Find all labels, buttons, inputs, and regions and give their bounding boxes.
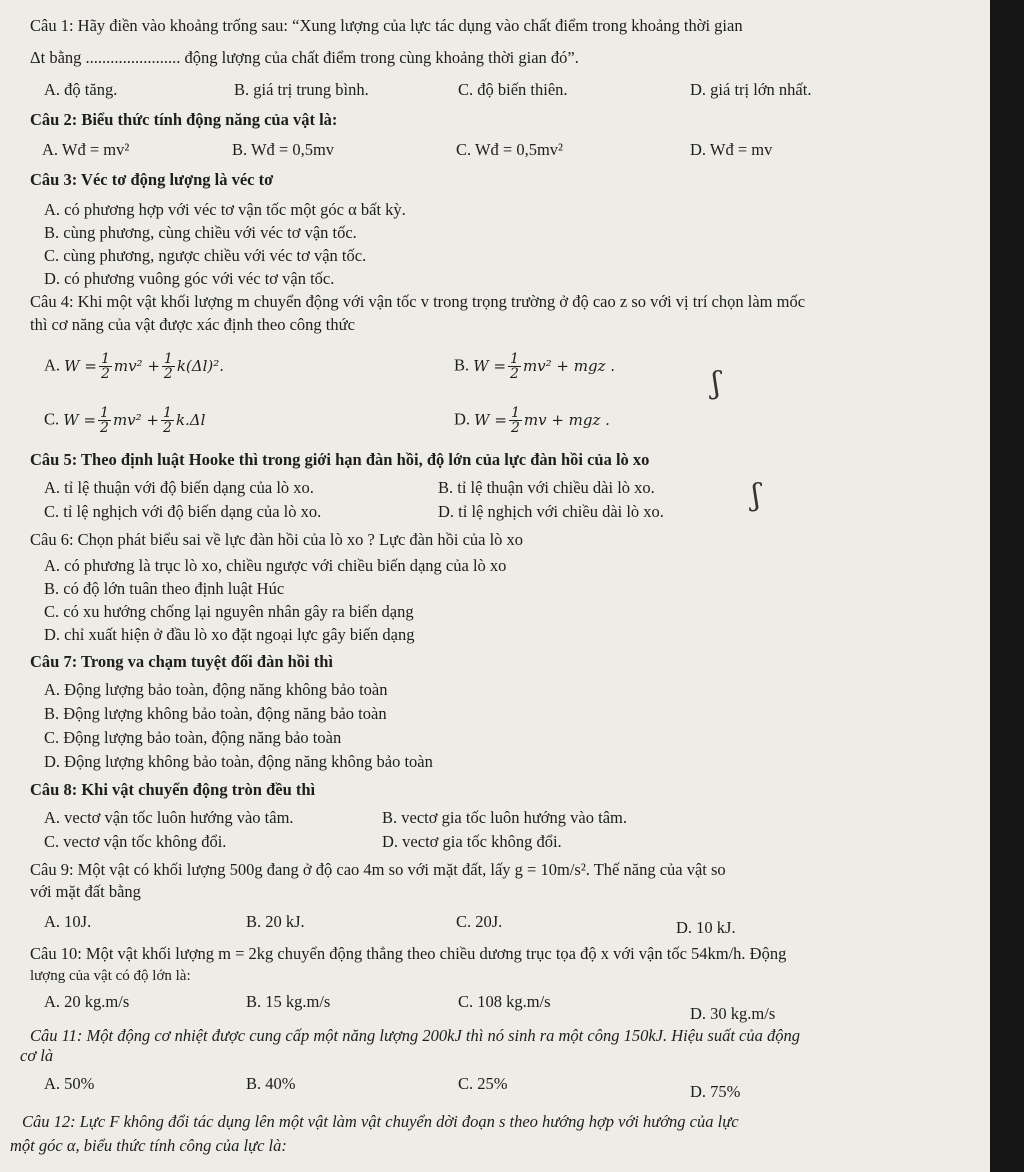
q9-option-d: D. 10 kJ. [676, 918, 736, 937]
q8-stem: Câu 8: Khi vật chuyển động tròn đều thì [30, 780, 316, 799]
q1-option-d: D. giá trị lớn nhất. [690, 80, 812, 99]
q6-stem: Câu 6: Chọn phát biểu sai về lực đàn hồi của lò xo ? Lực đàn hồi của lò xo [30, 530, 524, 549]
q10-stem-line2: lượng của vật có độ lớn là: [30, 968, 191, 984]
q11-option-d: D. 75% [690, 1082, 741, 1101]
q5-option-c: C. tỉ lệ nghịch với độ biến dạng của lò xo. [44, 502, 322, 521]
q4-option-c-formula: W = $\frac{1}{2}$ mv² + $\frac{1}{2}$ k.Δl [63, 405, 206, 436]
q4-option-b-formula: W = $\frac{1}{2}$ mv² + mgz . [473, 351, 616, 382]
q7-stem: Câu 7: Trong va chạm tuyệt đối đàn hồi thì [30, 652, 334, 671]
q9-stem-line2: với mặt đất bằng [30, 882, 141, 901]
q9-option-a: A. 10J. [44, 912, 92, 931]
q10-stem-line1: Câu 10: Một vật khối lượng m = 2kg chuyển động thẳng theo chiều dương trục tọa độ x với vận tốc 54km/h. Động [30, 944, 787, 963]
q4-option-c [44, 406, 205, 435]
q9-option-c: C. 20J. [456, 912, 503, 931]
q1-stem-line2: Δt bằng ....................... động lượng của chất điểm trong cùng khoảng thời gian đó”. [30, 48, 579, 67]
q2-option-b: B. Wđ = 0,5mv [232, 140, 335, 159]
q7-option-a: A. Động lượng bảo toàn, động năng không bảo toàn [44, 680, 388, 699]
q3-stem: Câu 3: Véc tơ động lượng là véc tơ [30, 170, 274, 189]
q5-option-d: D. tỉ lệ nghịch với chiều dài lò xo. [438, 502, 664, 521]
q4-option-d [454, 406, 610, 435]
q4-option-a-formula: W = $\frac{1}{2}$ mv² + $\frac{1}{2}$ k(Δl)². [64, 351, 225, 382]
q8-option-c: C. vectơ vận tốc không đổi. [44, 832, 227, 851]
q4-option-d-formula: W = $\frac{1}{2}$ mv + mgz . [474, 405, 610, 436]
q10-option-c: C. 108 kg.m/s [458, 992, 551, 1011]
q1-stem-line1: Câu 1: Hãy điền vào khoảng trống sau: “Xung lượng của lực tác dụng vào chất điểm trong khoảng thời gian [30, 16, 743, 35]
q6-option-b: B. có độ lớn tuân theo định luật Húc [44, 579, 285, 598]
q3-option-b: B. cùng phương, cùng chiều với véc tơ vận tốc. [44, 223, 357, 242]
q4-option-a-label: A. [44, 355, 61, 375]
q11-option-c: C. 25% [458, 1074, 508, 1093]
q3-option-d: D. có phương vuông góc với véc tơ vận tốc. [44, 269, 335, 288]
q4-stem-line1: Câu 4: Khi một vật khối lượng m chuyển động với vận tốc v trong trọng trường ở độ cao z so với vị trí chọn làm mốc [30, 292, 806, 311]
q3-option-c: C. cùng phương, ngược chiều với véc tơ vận tốc. [44, 246, 367, 265]
q12-stem-line1: Câu 12: Lực F không đổi tác dụng lên một vật làm vật chuyển dời đoạn s theo hướng hợp với hướng của lực [22, 1112, 739, 1131]
q7-option-d: D. Động lượng không bảo toàn, động năng không bảo toàn [44, 752, 433, 771]
q10-option-a: A. 20 kg.m/s [44, 992, 130, 1011]
q12-stem-line2: một góc α, biểu thức tính công của lực là: [10, 1136, 287, 1155]
q5-stem: Câu 5: Theo định luật Hooke thì trong giới hạn đàn hồi, độ lớn của lực đàn hồi của lò xo [30, 450, 650, 469]
q5-option-b: B. tỉ lệ thuận với chiều dài lò xo. [438, 478, 655, 497]
q4-option-d-label: D. [454, 409, 471, 429]
q9-stem-line1: Câu 9: Một vật có khối lượng 500g đang ở độ cao 4m so với mặt đất, lấy g = 10m/s². Thế năng của vật so [30, 860, 726, 879]
q8-option-b: B. vectơ gia tốc luôn hướng vào tâm. [382, 808, 627, 827]
q11-stem-line1: Câu 11: Một động cơ nhiệt được cung cấp một năng lượng 200kJ thì nó sinh ra một công 150kJ. Hiệu suất của động [30, 1026, 801, 1045]
q1-option-b: B. giá trị trung bình. [234, 80, 369, 99]
q10-option-b: B. 15 kg.m/s [246, 992, 331, 1011]
q9-option-b: B. 20 kJ. [246, 912, 305, 931]
q1-option-c: C. độ biến thiên. [458, 80, 568, 99]
q11-option-a: A. 50% [44, 1074, 95, 1093]
q7-option-b: B. Động lượng không bảo toàn, động năng bảo toàn [44, 704, 387, 723]
dark-border [990, 0, 1024, 1172]
q10-option-d: D. 30 kg.m/s [690, 1004, 776, 1023]
q4-option-b-label: B. [454, 355, 470, 375]
q1-option-a: A. độ tăng. [44, 80, 118, 99]
q4-stem-line2: thì cơ năng của vật được xác định theo công thức [30, 315, 355, 334]
pen-mark: ʃ [752, 478, 761, 513]
pen-mark: ʃ [712, 366, 721, 401]
q2-option-a: A. Wđ = mv² [42, 140, 130, 159]
q8-option-d: D. vectơ gia tốc không đổi. [382, 832, 562, 851]
q4-option-a [44, 352, 224, 381]
q4-option-b [454, 352, 615, 381]
q2-option-d: D. Wđ = mv [690, 140, 773, 159]
q5-option-a: A. tỉ lệ thuận với độ biến dạng của lò xo. [44, 478, 314, 497]
q11-stem-line2: cơ là [20, 1046, 54, 1065]
q6-option-d: D. chỉ xuất hiện ở đầu lò xo đặt ngoại lực gây biến dạng [44, 625, 415, 644]
q2-stem: Câu 2: Biểu thức tính động năng của vật là: [30, 110, 338, 129]
q11-option-b: B. 40% [246, 1074, 296, 1093]
q7-option-c: C. Động lượng bảo toàn, động năng bảo toàn [44, 728, 342, 747]
q8-option-a: A. vectơ vận tốc luôn hướng vào tâm. [44, 808, 294, 827]
q2-option-c: C. Wđ = 0,5mv² [456, 140, 563, 159]
q6-option-c: C. có xu hướng chống lại nguyên nhân gây ra biến dạng [44, 602, 414, 621]
q6-option-a: A. có phương là trục lò xo, chiều ngược với chiều biến dạng của lò xo [44, 556, 507, 575]
q3-option-a: A. có phương hợp với véc tơ vận tốc một góc α bất kỳ. [44, 200, 406, 219]
q4-option-c-label: C. [44, 409, 60, 429]
